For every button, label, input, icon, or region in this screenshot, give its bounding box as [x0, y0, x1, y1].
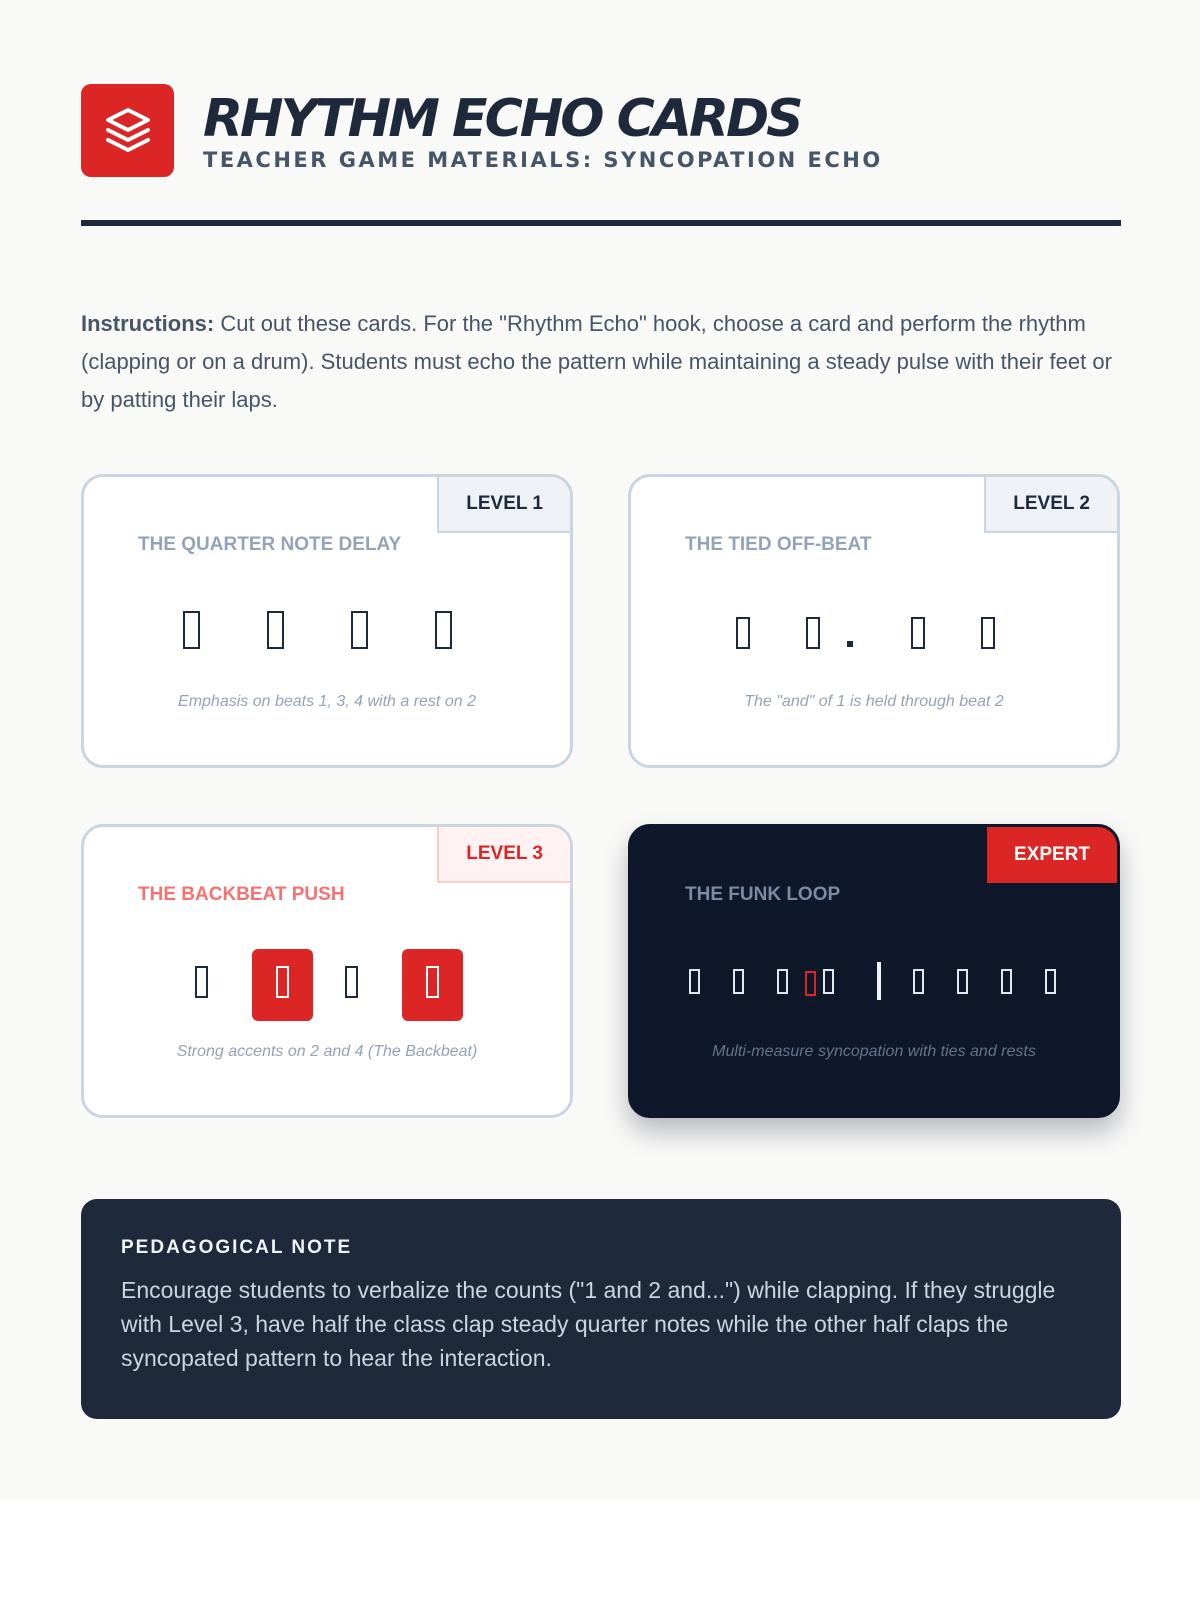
accented-note-glyph: [426, 966, 439, 998]
level-badge: LEVEL 1: [437, 477, 570, 533]
note-glyph: [1001, 969, 1012, 994]
card-caption: Emphasis on beats 1, 3, 4 with a rest on 2: [178, 693, 476, 710]
dot-glyph: [847, 641, 853, 647]
rhythm-notation: [631, 947, 1117, 1019]
rhythm-notation: [84, 947, 570, 1019]
card-title: THE QUARTER NOTE DELAY: [138, 534, 402, 555]
note-glyph: [195, 966, 208, 998]
note-glyph: [435, 611, 452, 649]
logo-badge: [81, 84, 174, 177]
rhythm-notation: [84, 597, 570, 669]
card-caption: Strong accents on 2 and 4 (The Backbeat): [176, 1043, 478, 1060]
accented-note-glyph: [276, 966, 289, 998]
level-badge: EXPERT: [987, 827, 1117, 883]
note-glyph: [981, 617, 995, 649]
note-glyph: [777, 969, 788, 994]
instructions-text: Cut out these cards. For the "Rhythm Echo" hook, choose a card and perform the rhythm (clapping or on a drum). Students must echo the pattern while maintaining a steady pulse with their feet or by patting their laps.: [81, 311, 1112, 412]
page-header: [81, 84, 883, 177]
header-divider: [81, 220, 1121, 226]
card-title: THE FUNK LOOP: [685, 884, 841, 905]
rhythm-card-level-2[interactable]: [628, 474, 1120, 768]
note-glyph: [351, 611, 368, 649]
card-caption: Multi-measure syncopation with ties and rests: [712, 1043, 1036, 1060]
instructions-label: Instructions:: [81, 311, 215, 336]
pedagogical-note-heading: PEDAGOGICAL NOTE: [121, 1237, 353, 1258]
tied-note-glyph: [805, 971, 816, 996]
note-glyph: [957, 969, 968, 994]
pedagogical-note-panel: [81, 1199, 1121, 1419]
note-glyph: [736, 617, 750, 649]
note-glyph: [345, 966, 358, 998]
stacked-layers-icon: [101, 104, 155, 158]
page-title: RHYTHM ECHO CARDS: [203, 88, 801, 149]
note-glyph: [806, 617, 820, 649]
note-glyph: [1045, 969, 1056, 994]
barline-glyph: [877, 962, 881, 1000]
instructions-paragraph: [81, 305, 1121, 419]
note-glyph: [733, 969, 744, 994]
note-glyph: [689, 969, 700, 994]
card-title: THE BACKBEAT PUSH: [138, 884, 345, 905]
level-badge: LEVEL 3: [437, 827, 570, 883]
rhythm-card-level-1[interactable]: [81, 474, 573, 768]
note-glyph: [913, 969, 924, 994]
note-glyph: [267, 611, 284, 649]
rhythm-card-expert[interactable]: [628, 824, 1120, 1118]
note-glyph: [911, 617, 925, 649]
rhythm-card-level-3[interactable]: [81, 824, 573, 1118]
rhythm-notation: [631, 597, 1117, 669]
card-title: THE TIED OFF-BEAT: [685, 534, 872, 555]
card-caption: The "and" of 1 is held through beat 2: [744, 693, 1004, 710]
level-badge: LEVEL 2: [984, 477, 1117, 533]
page-subtitle: TEACHER GAME MATERIALS: SYNCOPATION ECHO: [203, 147, 883, 172]
pedagogical-note-body: Encourage students to verbalize the counts ("1 and 2 and...") while clapping. If they struggle with Level 3, have half the class clap steady quarter notes while the other half claps the syncopated pattern to hear the interaction.: [121, 1277, 1056, 1371]
note-glyph: [823, 969, 834, 994]
note-glyph: [183, 611, 200, 649]
